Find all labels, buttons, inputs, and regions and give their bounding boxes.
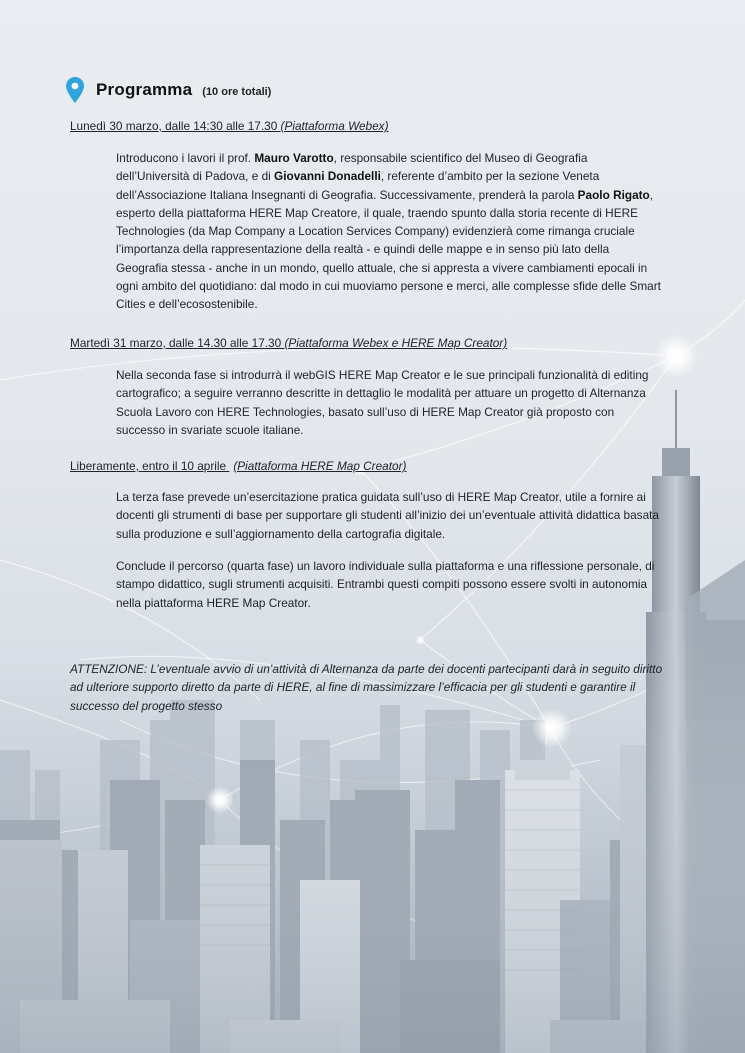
- session-2-header: [70, 336, 507, 350]
- program-heading: [66, 76, 271, 104]
- text-run: Conclude il percorso (quarta fase) un lavoro individuale sulla piattaforma e una riflessione personale, di stampo didattico, sugli strumenti acquisiti. Entrambi questi compiti possono essere svolti in autonomia nella piattaforma HERE Map Creator.: [116, 559, 655, 610]
- attention-note: ATTENZIONE: L’eventuale avvio di un’attività di Alternanza da parte dei docenti partecipanti darà in seguito diritto ad ulteriore supporto diretto da parte di HERE, al fine di massimizzare l’efficacia per gli studenti e garantire il successo del progetto stesso: [70, 662, 663, 713]
- session-2-platform: (Piattaforma Webex e HERE Map Creator): [284, 336, 508, 350]
- text-run: Nella seconda fase si introdurrà il webGIS HERE Map Creator e le sue principali funzionalità di editing cartografico; a seguire verranno descritte in dettaglio le modalità per attuare un progetto di Alternanza Scuola Lavoro con HERE Technologies, basato sull’uso di HERE Map Creator già proposto con successo in svariate scuole italiane.: [116, 368, 649, 437]
- session-3-paragraph-1: [116, 488, 661, 543]
- bold-name: Giovanni Donadelli: [274, 169, 381, 184]
- session-3-date: Liberamente, entro il 10 aprile: [70, 459, 227, 473]
- session-3-platform: (Piattaforma HERE Map Creator): [233, 459, 407, 473]
- session-1-platform: (Piattaforma Webex): [280, 119, 389, 133]
- text-run: , responsabile scientifico del Museo di Geografia dell’Università di Padova, e di: [116, 151, 588, 184]
- text-run: Introducono i lavori il prof.: [116, 151, 255, 165]
- session-1-paragraph: [116, 149, 661, 314]
- session-1-date: Lunedì 30 marzo, dalle 14:30 alle 17.30: [70, 119, 278, 133]
- text-run: , referente d’ambito per la sezione Veneta dell’Associazione Italiana Insegnanti di Geografia. Successivamente, prenderà la parola: [116, 169, 600, 202]
- location-pin-icon: [66, 77, 84, 103]
- page-title: Programma: [96, 80, 193, 99]
- session-2-date: Martedì 31 marzo, dalle 14.30 alle 17.30: [70, 336, 282, 350]
- session-3-paragraph-2: [116, 557, 661, 612]
- total-hours: (10 ore totali): [202, 85, 272, 98]
- session-2-paragraph: [116, 366, 661, 439]
- text-run: , esperto della piattaforma HERE Map Creatore, il quale, traendo spunto dalla storia recente di HERE Technologies (da Map Company a Location Services Company) evidenzierà come rimanga cruciale l’importanza della rappresentazione della realtà - e quindi delle mappe e in senso più lato della Geografia stessa - anche in un mondo, quello attuale, che si appresta a vivere cambiamenti epocali in ogni ambito del quotidiano: dal modo in cui muoviamo persone e merci, alle complesse sfide delle Smart Cities e dell’ecosostenibile.: [116, 187, 661, 312]
- bold-name: Paolo Rigato: [577, 187, 650, 202]
- bold-name: Mauro Varotto: [254, 151, 334, 165]
- text-run: La terza fase prevede un’esercitazione pratica guidata sull’uso di HERE Map Creator, utile a fornire ai docenti gli strumenti di base per supportare gli studenti all’inizio dei un’eventuale attività didattica basata sulla produzione e sull’aggiornamento della cartografia digitale.: [116, 490, 659, 541]
- session-1-header: [70, 119, 389, 133]
- session-3-header: [70, 459, 406, 473]
